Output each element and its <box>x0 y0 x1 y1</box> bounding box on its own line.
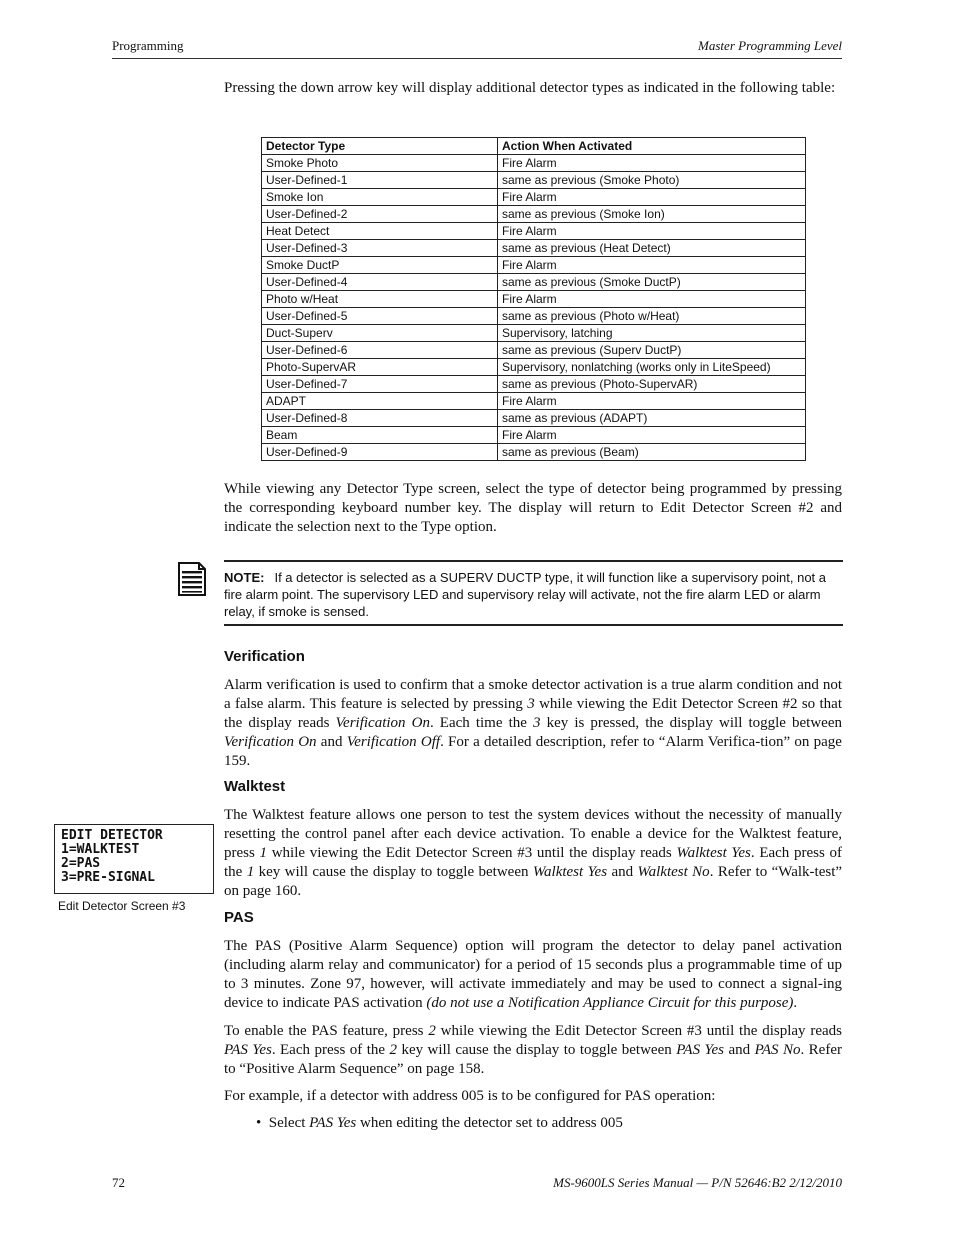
table-row <box>262 325 806 342</box>
detector-type-cell: Photo-SupervAR <box>262 359 498 376</box>
detector-type-cell: Beam <box>262 427 498 444</box>
action-cell: Supervisory, latching <box>498 325 806 342</box>
action-cell: same as previous (Smoke Photo) <box>498 172 806 189</box>
lcd-line: 3=PRE-SIGNAL <box>61 870 155 885</box>
detector-type-table <box>261 137 806 461</box>
walktest-heading: Walktest <box>224 778 286 795</box>
detector-type-cell: User-Defined-9 <box>262 444 498 461</box>
screen-caption: Edit Detector Screen #3 <box>58 899 186 913</box>
lcd-line: 1=WALKTEST <box>61 842 140 857</box>
edit-detector-screen-display <box>54 824 214 894</box>
detector-type-cell: User-Defined-2 <box>262 206 498 223</box>
note-label: NOTE: <box>224 570 265 585</box>
table-row <box>262 206 806 223</box>
table-row <box>262 376 806 393</box>
table-row <box>262 427 806 444</box>
detector-type-cell: Photo w/Heat <box>262 291 498 308</box>
action-cell: same as previous (Beam) <box>498 444 806 461</box>
footer-manual-info: MS-9600LS Series Manual — P/N 52646:B2 2/12/2010 <box>553 1175 842 1190</box>
table-row <box>262 240 806 257</box>
pas-paragraph-3: For example, if a detector with address 005 is to be configured for PAS operation: <box>224 1088 716 1104</box>
table-row <box>262 189 806 206</box>
table-row <box>262 291 806 308</box>
note-text <box>224 569 844 620</box>
verification-heading: Verification <box>224 648 305 665</box>
table-row <box>262 257 806 274</box>
pas-heading: PAS <box>224 909 254 926</box>
detector-type-cell: ADAPT <box>262 393 498 410</box>
running-header-title: Master Programming Level <box>698 38 842 53</box>
detector-type-cell: Smoke Photo <box>262 155 498 172</box>
detector-type-cell: User-Defined-8 <box>262 410 498 427</box>
list-item: • Select PAS Yes when editing the detector set to address 005 <box>256 1115 623 1131</box>
action-cell: Fire Alarm <box>498 223 806 240</box>
column-header: Action When Activated <box>498 138 806 155</box>
table-row <box>262 172 806 189</box>
action-cell: Fire Alarm <box>498 155 806 172</box>
note-body: If a detector is selected as a SUPERV DUCTP type, it will function like a supervisory point, not a fire alarm point. The supervisory LED and supervisory relay will activate, not the fire alarm LED or alarm relay, if smoke is sensed. <box>224 570 827 619</box>
table-row <box>262 393 806 410</box>
table-row <box>262 155 806 172</box>
note-icon <box>177 561 207 597</box>
action-cell: same as previous (Smoke Ion) <box>498 206 806 223</box>
lcd-line: 2=PAS <box>61 856 101 871</box>
action-cell: same as previous (Superv DuctP) <box>498 342 806 359</box>
action-cell: Fire Alarm <box>498 189 806 206</box>
action-cell: Fire Alarm <box>498 393 806 410</box>
detector-type-cell: User-Defined-4 <box>262 274 498 291</box>
table-row <box>262 223 806 240</box>
pas-paragraph-2: To enable the PAS feature, press 2 while viewing the Edit Detector Screen #3 until the display reads PAS Yes. Each press of the 2 key will cause the display to toggle between PAS Yes and PAS No. Refer to “Positive Alarm Sequence” on page 158. <box>224 1023 842 1077</box>
detector-type-cell: Smoke DuctP <box>262 257 498 274</box>
action-cell: Fire Alarm <box>498 427 806 444</box>
table-row <box>262 359 806 376</box>
action-cell: same as previous (Photo-SupervAR) <box>498 376 806 393</box>
pas-paragraph-1: The PAS (Positive Alarm Sequence) option will program the detector to delay panel activation (including alarm relay and communicator) for a period of 15 seconds plus a programmable time of up to 3 minutes. Zone 97, however, will activate immediately and may be used to connect a signal-ing device to indicate PAS activation (do not use a Notification Appliance Circuit for this purpose). <box>224 938 842 1011</box>
table-body <box>262 155 806 461</box>
action-cell: same as previous (Smoke DuctP) <box>498 274 806 291</box>
action-cell: Supervisory, nonlatching (works only in LiteSpeed) <box>498 359 806 376</box>
lcd-line: EDIT DETECTOR <box>61 828 163 843</box>
table-row <box>262 410 806 427</box>
table-row <box>262 444 806 461</box>
walktest-paragraph: The Walktest feature allows one person to test the system devices without the necessity of manually resetting the control panel after each device activation. To enable a device for the Walktest feature, press 1 while viewing the Edit Detector Screen #3 until the display reads Walktest Yes. Each press of the 1 key will cause the display to toggle between Walktest Yes and Walktest No. Refer to “Walk-test” on page 160. <box>224 807 843 899</box>
action-cell: Fire Alarm <box>498 257 806 274</box>
detector-type-cell: Smoke Ion <box>262 189 498 206</box>
detector-type-cell: User-Defined-3 <box>262 240 498 257</box>
action-cell: same as previous (ADAPT) <box>498 410 806 427</box>
detector-type-cell: User-Defined-6 <box>262 342 498 359</box>
detector-type-cell: User-Defined-1 <box>262 172 498 189</box>
detector-type-paragraph: While viewing any Detector Type screen, select the type of detector being programmed by pressing the corresponding keyboard number key. The display will return to Edit Detector Screen #2 and indicate the selection next to the Type option. <box>224 481 842 535</box>
detector-type-cell: User-Defined-5 <box>262 308 498 325</box>
table-row <box>262 308 806 325</box>
note-bottom-rule <box>224 624 843 626</box>
page-number: 72 <box>112 1175 125 1190</box>
note-top-rule <box>224 560 843 562</box>
running-header-section: Programming <box>112 38 184 53</box>
header-divider <box>112 58 842 59</box>
action-cell: same as previous (Heat Detect) <box>498 240 806 257</box>
table-row <box>262 342 806 359</box>
action-cell: same as previous (Photo w/Heat) <box>498 308 806 325</box>
action-cell: Fire Alarm <box>498 291 806 308</box>
detector-type-cell: Duct-Superv <box>262 325 498 342</box>
detector-type-cell: User-Defined-7 <box>262 376 498 393</box>
verification-paragraph: Alarm verification is used to confirm that a smoke detector activation is a true alarm condition and not a false alarm. This feature is selected by pressing 3 while viewing the Edit Detector Screen #2 so that the display reads Verification On. Each time the 3 key is pressed, the display will toggle between Verification On and Verification Off. For a detailed description, refer to “Alarm Verifica-tion” on page 159. <box>224 677 843 769</box>
intro-paragraph: Pressing the down arrow key will display additional detector types as indicated in the following table: <box>224 80 836 96</box>
detector-type-cell: Heat Detect <box>262 223 498 240</box>
column-header: Detector Type <box>262 138 498 155</box>
table-row <box>262 274 806 291</box>
table-header-row <box>262 138 806 155</box>
